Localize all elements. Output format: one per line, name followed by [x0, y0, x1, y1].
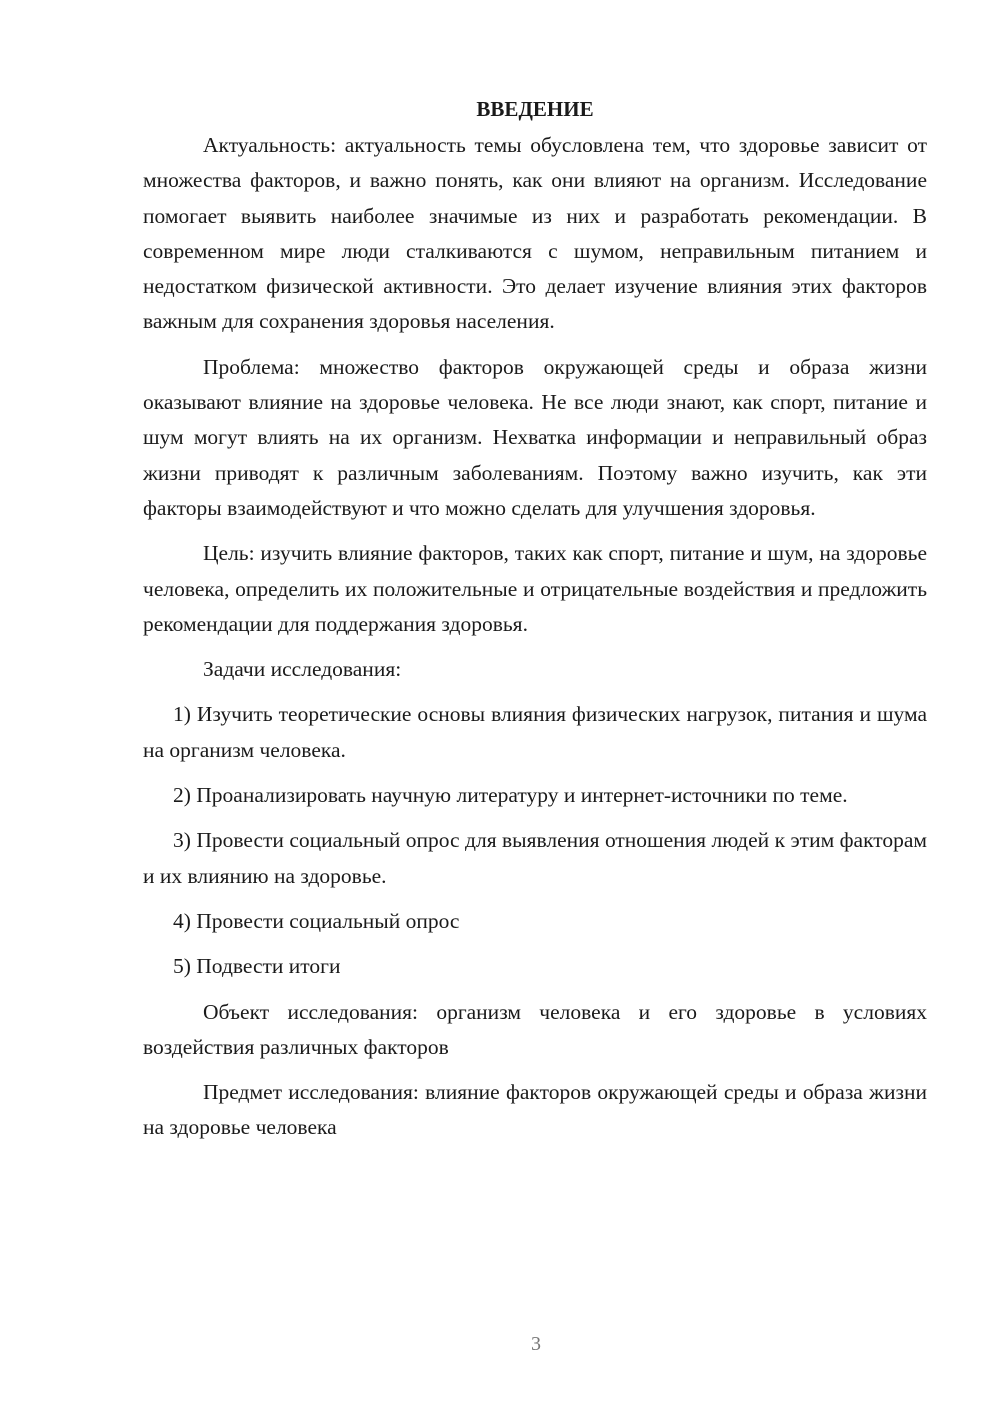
task-item-3: 3) Провести социальный опрос для выявления отношения людей к этим факторам и их влиянию на здоровье.: [143, 828, 927, 888]
page-title: ВВЕДЕНИЕ: [476, 97, 594, 121]
task-item-5: 5) Подвести итоги: [173, 954, 341, 979]
paragraph-object: Объект исследования: организм человека и его здоровье в условиях воздействия различных факторов: [143, 999, 927, 1059]
task-item-1: 1) Изучить теоретические основы влияния физических нагрузок, питания и шума на организм человека.: [143, 702, 927, 762]
paragraph-relevance: Актуальность: актуальность темы обусловлена тем, что здоровье зависит от множества факторов, и важно понять, как они влияют на организм. Исследование помогает выявить наиболее значимые из них и разработать рекомендации. В современном мире люди сталкиваются с шумом, неправильным питанием и недостатком физической активности. Это делает изучение влияния этих факторов важным для сохранения здоровья населения.: [143, 133, 927, 334]
tasks-heading: Задачи исследования:: [203, 657, 402, 682]
page-number: 3: [531, 1333, 541, 1355]
paragraph-goal: Цель: изучить влияние факторов, таких как спорт, питание и шум, на здоровье человека, определить их положительные и отрицательные воздействия и предложить рекомендации для поддержания здоровья.: [143, 541, 927, 636]
task-item-4: 4) Провести социальный опрос: [173, 908, 460, 933]
document-body: [143, 92, 927, 1146]
paragraph-problem: Проблема: множество факторов окружающей среды и образа жизни оказывают влияние на здоровье человека. Не все люди знают, как спорт, питание и шум могут влиять на их организм. Нехватка информации и неправильный образ жизни приводят к различным заболеваниям. Поэтому важно изучить, как эти факторы взаимодействуют и что можно сделать для улучшения здоровья.: [143, 354, 927, 520]
paragraph-subject: Предмет исследования: влияние факторов окружающей среды и образа жизни на здоровье человека: [143, 1080, 927, 1140]
task-item-2: 2) Проанализировать научную литературу и интернет-источники по теме.: [173, 783, 848, 808]
